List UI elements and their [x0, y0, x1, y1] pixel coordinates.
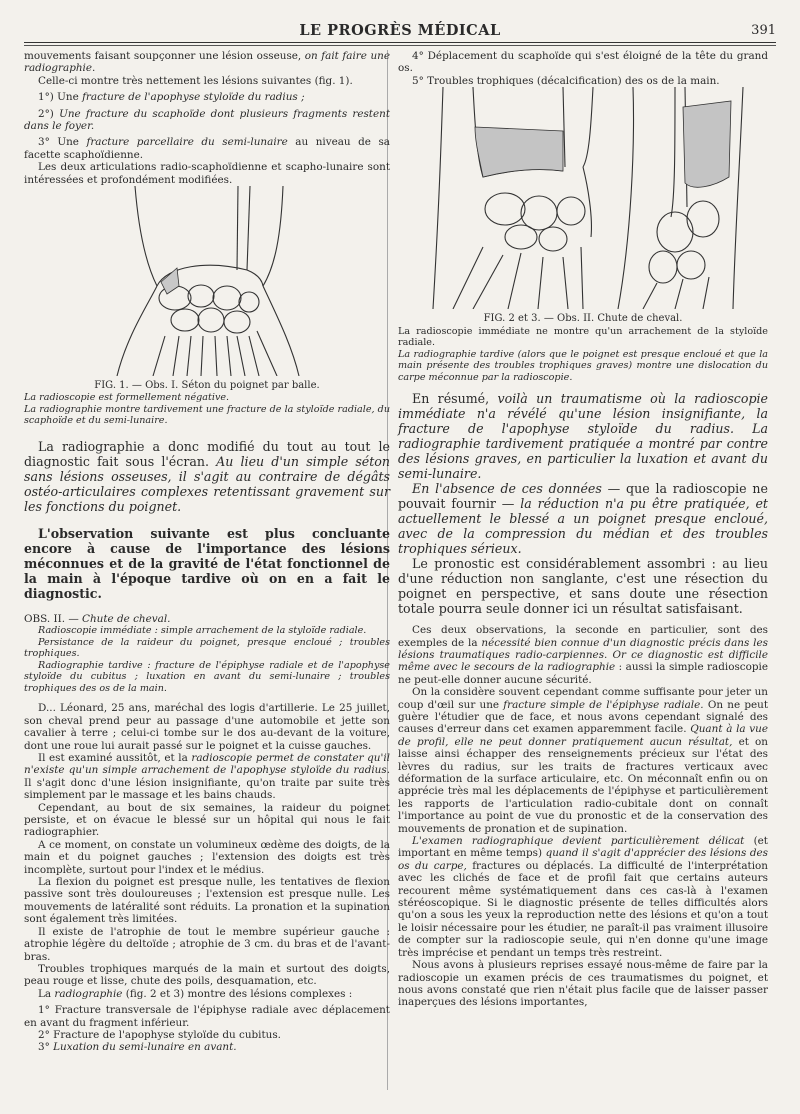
paragraph: La radiographie (fig. 2 et 3) montre des lésions complexes :	[38, 987, 353, 1000]
paragraph: L'examen radiographique devient particulièrement délicat (et important en même temps) quand il s'agit d'apprécier des lésions des os du carpe, fractures ou déplacés. La difficulté de l'interprétation avec les clichés de face et de profil fait que certains auteurs recourent même systématiquement dans ces cas-là à l'examen stéréoscopique. Si le diagnostic présente de telles difficultés alors qu'on a sous les yeux la reproduction nette des lésions et qu'on a tout le loisir nécessaire pour les étudier, ne paraît-il pas vraiment illusoire de compter sur la radioscopie seule, qui n'en donne qu'une image très imprécise et pendant un temps très restreint.	[398, 835, 769, 959]
figure-1-subcaption: La radiographie montre tardivement une fracture de la styloïde radiale, du scaphoïde et du semi-lunaire.	[24, 403, 390, 427]
page-number: 391	[751, 23, 776, 38]
paragraph: mouvements faisant soupçonner une lésion osseuse, on fait faire une radiographie.	[24, 50, 390, 75]
paragraph: Il est examiné aussitôt, et la radioscopie permet de constater qu'il n'existe qu'un simple arrachement de l'apophyse styloïde du radius. Il s'agit donc d'une lésion insignifiante, qu'on traite par suite très simplement par le massage et les bains chauds.	[24, 752, 390, 802]
paragraph: Persistance de la raideur du poignet, presque encloué ; troubles trophiques.	[24, 636, 390, 660]
list-item: 1° Fracture transversale de l'épiphyse radiale avec déplacement en avant du fragment inférieur.	[24, 1004, 390, 1029]
paragraph: D... Léonard, 25 ans, maréchal des logis d'artillerie. Le 25 juillet, son cheval prend peur au passage d'une automobile et jette son cavalier à terre ; celui-ci tombe sur le dos au-devant de la voiture, dont une roue lui aurait passé sur le poignet et la cuisse gauches.	[24, 702, 390, 752]
list-item: 5° Troubles trophiques (décalcification) des os de la main.	[412, 74, 720, 87]
paragraph: Nous avons à plusieurs reprises essayé nous-même de faire par la radioscopie un examen précis de ces traumatismes du poignet, et nous avons constaté que rien n'était plus facile que de laisser passer inaperçues des lésions importantes,	[398, 959, 768, 1009]
paragraph: Radioscopie immédiate : simple arrachement de la styloïde radiale.	[38, 625, 367, 637]
paragraph: Radiographie tardive : fracture de l'épiphyse radiale et de l'apophyse styloïde du cubitus ; luxation en avant du semi-lunaire ; troubles trophiques des os de la main.	[24, 659, 390, 694]
list-item: 2° Fracture de l'apophyse styloïde du cubitus.	[38, 1028, 281, 1041]
left-column	[24, 50, 390, 1054]
journal-title: LE PROGRÈS MÉDICAL	[299, 22, 501, 39]
paragraph: En l'absence de ces données — que la radioscopie ne pouvait fournir — la réduction n'a pu être pratiquée, et actuellement le blessé a un poignet presque encloué, avec de la compression du médian et des troubles trophiques sérieux.	[398, 481, 768, 557]
figures-2-3-caption: FIG. 2 et 3. — Obs. II. Chute de cheval.	[483, 313, 683, 325]
paragraph: Les deux articulations radio-scaphoïdienne et scapho-lunaire sont intéressées et profondément modifiées.	[24, 161, 390, 186]
paragraph: Troubles trophiques marqués de la main et surtout des doigts, peau rouge et lisse, chute des poils, desquamation, etc.	[24, 962, 390, 988]
paragraph: En résumé, voilà un traumatisme où la radioscopie immédiate n'a révélé qu'une lésion insignifiante, la fracture de l'apophyse styloïde du radius. La radiographie tardivement pratiquée a montré par contre des lésions graves, en particulier la luxation et avant du semi-lunaire.	[398, 391, 768, 482]
list-item: 1°) Une fracture de l'apophyse styloïde du radius ;	[38, 91, 305, 104]
header-rule-thin	[24, 45, 776, 46]
figure-1-caption: FIG. 1. — Obs. I. Séton du poignet par balle.	[94, 380, 320, 392]
paragraph: Il existe de l'atrophie de tout le membre supérieur gauche : atrophie légère du deltoïde ; atrophie de 3 cm. du bras et de l'avant-bras.	[24, 925, 390, 963]
figures-2-3-subcaption: La radioscopie immédiate ne montre qu'un arrachement de la styloïde radiale.	[398, 325, 768, 349]
list-item: 3° Une fracture parcellaire du semi-lunaire au niveau de sa facette scaphoïdienne.	[24, 136, 390, 161]
paragraph: Cependant, au bout de six semaines, la raideur du poignet persiste, et on évacue le blessé sur un hôpital qui nous le fait radiographier.	[24, 801, 390, 839]
list-item: 4° Déplacement du scaphoïde qui s'est éloigné de la tête du grand os.	[398, 50, 768, 75]
figure-1-subcaption: La radioscopie est formellement négative.	[24, 392, 230, 404]
paragraph: A ce moment, on constate un volumineux œdème des doigts, de la main et du poignet gauches ; l'extension des doigts est très incomplète, surtout pour l'index et le médius.	[24, 838, 390, 876]
figure-1-wrist-drawing	[87, 186, 327, 376]
paragraph: Ces deux observations, la seconde en particulier, sont des exemples de la nécessité bien connue d'un diagnostic précis dans les lésions traumatiques radio-carpiennes. Or ce diagnostic est difficile même avec le secours de la radiographie : aussi la simple radioscopie ne peut-elle donner aucune sécurité.	[398, 624, 768, 686]
figures-2-3-wrist-drawing	[413, 87, 753, 309]
figures-2-3-subcaption: La radiographie tardive (alors que le poignet est presque encloué et que la main présente des troubles trophiques graves) montre une dislocation du carpe méconnue par la radioscopie.	[398, 348, 768, 383]
list-item: 3° Luxation du semi-lunaire en avant.	[38, 1041, 237, 1054]
page-header	[24, 20, 776, 42]
paragraph: Celle-ci montre très nettement les lésions suivantes (fig. 1).	[38, 74, 353, 87]
right-column	[398, 50, 768, 1009]
observation-heading: OBS. II. — Chute de cheval.	[24, 612, 171, 625]
paragraph: Le pronostic est considérablement assombri : au lieu d'une réduction non sanglante, c'est une résection du poignet en perspective, et sans doute une résection totale pourra seule donner ici un résultat satisfaisant.	[398, 556, 768, 617]
paragraph: La radiographie a donc modifié du tout au tout le diagnostic fait sous l'écran. Au lieu d'un simple séton sans lésions osseuses, il s'agit au contraire de dégâts ostéo-articulaires complexes retentissant gravement sur les fonctions du poignet.	[24, 438, 391, 514]
header-rule	[24, 42, 776, 43]
list-item: 2°) Une fracture du scaphoïde dont plusieurs fragments restent dans le foyer.	[24, 107, 390, 133]
paragraph: On la considère souvent cependant comme suffisante pour jeter un coup d'œil sur une fracture simple de l'épiphyse radiale. On ne peut guère l'étudier que de face, et nous avons cependant signalé des causes d'erreur dans cet examen apparemment facile. Quant à la vue de profil, elle ne peut donner pratiquement aucun résultat, et on laisse ainsi échapper des renseignements précieux sur l'état des lèvres du radius, sur les traits de fractures verticaux avec déformation de la surface articulaire, etc. On méconnaît enfin ou on apprécie très mal les déplacements de l'épiphyse et particulièrement les rapports de l'articulation radio-cubitale dont on connaît l'importance au point de vue du pronostic et de la conservation des mouvements de pronation et de supination.	[398, 686, 769, 835]
paragraph: L'observation suivante est plus concluante encore à cause de l'importance des lésions méconnues et de la gravité de l'état fonctionnel de la main à l'époque tardive où on en a fait le diagnostic.	[24, 525, 390, 601]
paragraph: La flexion du poignet est presque nulle, les tentatives de flexion passive sont très douloureuses ; l'extension est presque nulle. Les mouvements de latéralité sont réduits. La pronation et la supination sont également très limitées.	[24, 876, 390, 926]
